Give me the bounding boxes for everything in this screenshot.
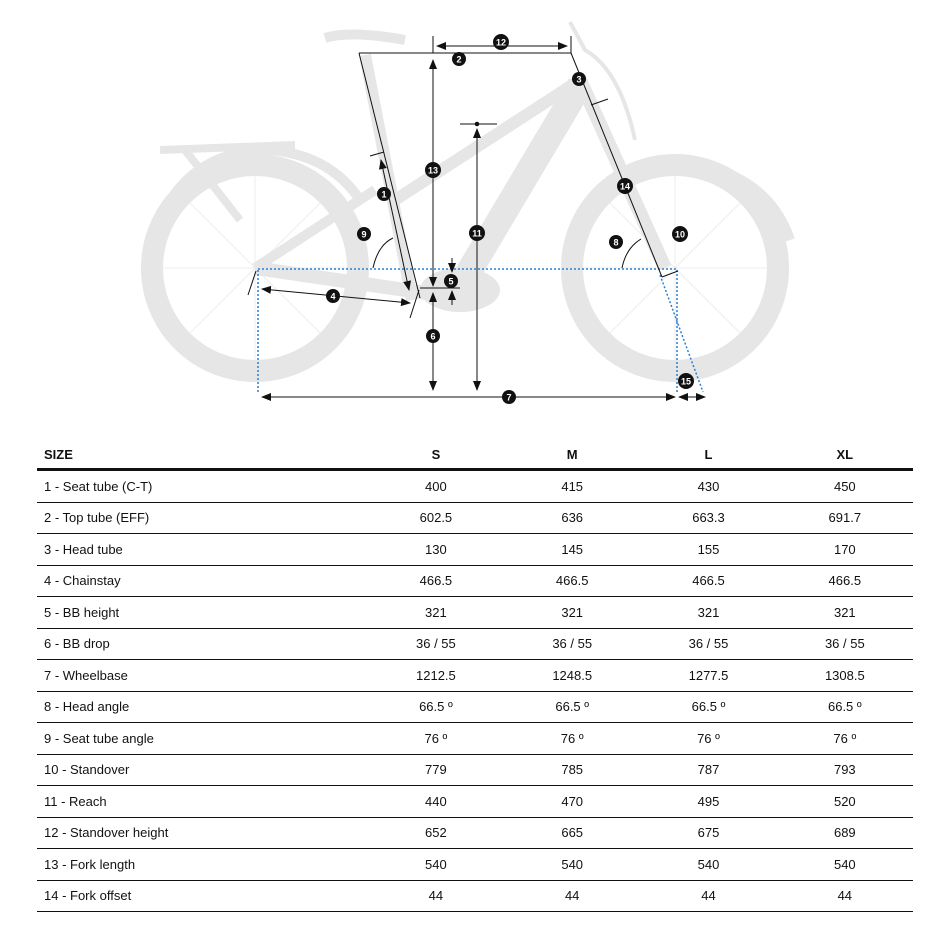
badge-13 <box>425 162 441 178</box>
table-row <box>37 660 913 692</box>
cell-l: 76 º <box>640 723 776 755</box>
cell-l: 787 <box>640 754 776 786</box>
table-row <box>37 470 913 503</box>
table-row <box>37 534 913 566</box>
svg-text:10: 10 <box>674 229 686 240</box>
header-size: SIZE <box>37 440 368 470</box>
svg-text:5: 5 <box>448 276 454 287</box>
cell-l: 1277.5 <box>640 660 776 692</box>
row-label: 3 - Head tube <box>37 534 368 566</box>
badge-14 <box>617 178 633 194</box>
badge-5 <box>444 274 458 288</box>
header-size-s: S <box>368 440 504 470</box>
cell-m: 540 <box>504 849 640 881</box>
table-row <box>37 502 913 534</box>
cell-xl: 321 <box>777 597 913 629</box>
cell-xl: 1308.5 <box>777 660 913 692</box>
cell-xl: 36 / 55 <box>777 628 913 660</box>
cell-m: 470 <box>504 786 640 818</box>
row-label: 14 - Fork offset <box>37 880 368 912</box>
badge-9 <box>357 227 371 241</box>
svg-text:7: 7 <box>506 392 512 403</box>
geometry-table <box>37 440 913 912</box>
header-size-l: L <box>640 440 776 470</box>
cell-xl: 691.7 <box>777 502 913 534</box>
cell-m: 44 <box>504 880 640 912</box>
table-row <box>37 691 913 723</box>
cell-s: 466.5 <box>368 565 504 597</box>
cell-m: 466.5 <box>504 565 640 597</box>
row-label: 8 - Head angle <box>37 691 368 723</box>
row-label: 2 - Top tube (EFF) <box>37 502 368 534</box>
table-row <box>37 565 913 597</box>
badge-6 <box>426 329 440 343</box>
badge-12 <box>493 34 509 50</box>
motor <box>420 268 500 312</box>
cell-m: 665 <box>504 817 640 849</box>
svg-text:14: 14 <box>619 181 631 192</box>
front-spokes <box>583 176 767 360</box>
row-label: 4 - Chainstay <box>37 565 368 597</box>
row-label: 6 - BB drop <box>37 628 368 660</box>
cell-l: 675 <box>640 817 776 849</box>
badge-8 <box>609 235 623 249</box>
cell-xl: 44 <box>777 880 913 912</box>
row-label: 10 - Standover <box>37 754 368 786</box>
cell-s: 540 <box>368 849 504 881</box>
table-row <box>37 817 913 849</box>
row-label: 9 - Seat tube angle <box>37 723 368 755</box>
cell-m: 785 <box>504 754 640 786</box>
table-row <box>37 754 913 786</box>
cell-l: 540 <box>640 849 776 881</box>
cell-s: 130 <box>368 534 504 566</box>
cell-l: 44 <box>640 880 776 912</box>
cell-xl: 689 <box>777 817 913 849</box>
cell-xl: 540 <box>777 849 913 881</box>
bike-geometry-diagram <box>0 0 950 430</box>
badge-3 <box>572 72 586 86</box>
bike-silhouette <box>150 22 790 371</box>
badge-1 <box>377 187 391 201</box>
cell-s: 76 º <box>368 723 504 755</box>
cell-s: 440 <box>368 786 504 818</box>
svg-text:9: 9 <box>361 229 367 240</box>
cell-m: 415 <box>504 470 640 503</box>
badge-10 <box>672 226 688 242</box>
cell-l: 155 <box>640 534 776 566</box>
cell-xl: 520 <box>777 786 913 818</box>
badge-4 <box>326 289 340 303</box>
header-size-xl: XL <box>777 440 913 470</box>
table-row <box>37 628 913 660</box>
cell-s: 321 <box>368 597 504 629</box>
badge-15 <box>678 373 694 389</box>
row-label: 12 - Standover height <box>37 817 368 849</box>
cell-s: 602.5 <box>368 502 504 534</box>
cell-l: 66.5 º <box>640 691 776 723</box>
cell-m: 636 <box>504 502 640 534</box>
table-row <box>37 880 913 912</box>
cell-m: 145 <box>504 534 640 566</box>
cell-s: 779 <box>368 754 504 786</box>
svg-text:2: 2 <box>456 54 462 65</box>
table-row <box>37 597 913 629</box>
cell-l: 321 <box>640 597 776 629</box>
cell-l: 495 <box>640 786 776 818</box>
cell-m: 66.5 º <box>504 691 640 723</box>
cell-xl: 450 <box>777 470 913 503</box>
row-label: 7 - Wheelbase <box>37 660 368 692</box>
svg-text:8: 8 <box>613 237 619 248</box>
cell-s: 1212.5 <box>368 660 504 692</box>
cell-l: 36 / 55 <box>640 628 776 660</box>
badge-7 <box>502 390 516 404</box>
svg-text:15: 15 <box>680 376 692 387</box>
cell-l: 430 <box>640 470 776 503</box>
saddle <box>325 34 405 40</box>
cell-xl: 793 <box>777 754 913 786</box>
cell-l: 663.3 <box>640 502 776 534</box>
cell-s: 44 <box>368 880 504 912</box>
svg-text:11: 11 <box>472 228 482 239</box>
cell-m: 321 <box>504 597 640 629</box>
table-row <box>37 723 913 755</box>
row-label: 13 - Fork length <box>37 849 368 881</box>
cell-m: 1248.5 <box>504 660 640 692</box>
cell-s: 652 <box>368 817 504 849</box>
svg-text:13: 13 <box>427 165 439 176</box>
cell-xl: 66.5 º <box>777 691 913 723</box>
table-row <box>37 786 913 818</box>
cell-s: 400 <box>368 470 504 503</box>
svg-text:3: 3 <box>576 74 582 85</box>
cell-s: 66.5 º <box>368 691 504 723</box>
cell-m: 36 / 55 <box>504 628 640 660</box>
svg-text:1: 1 <box>381 189 387 200</box>
seat-tube <box>365 55 412 300</box>
svg-text:6: 6 <box>430 331 436 342</box>
row-label: 11 - Reach <box>37 786 368 818</box>
svg-text:12: 12 <box>495 37 507 48</box>
header-size-m: M <box>504 440 640 470</box>
svg-text:4: 4 <box>330 291 336 302</box>
cell-xl: 76 º <box>777 723 913 755</box>
table-row <box>37 849 913 881</box>
row-label: 1 - Seat tube (C-T) <box>37 470 368 503</box>
table-header-row <box>37 440 913 470</box>
cell-xl: 170 <box>777 534 913 566</box>
cell-s: 36 / 55 <box>368 628 504 660</box>
badge-2 <box>452 52 466 66</box>
cell-l: 466.5 <box>640 565 776 597</box>
badge-11 <box>469 225 485 241</box>
cell-m: 76 º <box>504 723 640 755</box>
row-label: 5 - BB height <box>37 597 368 629</box>
cell-xl: 466.5 <box>777 565 913 597</box>
